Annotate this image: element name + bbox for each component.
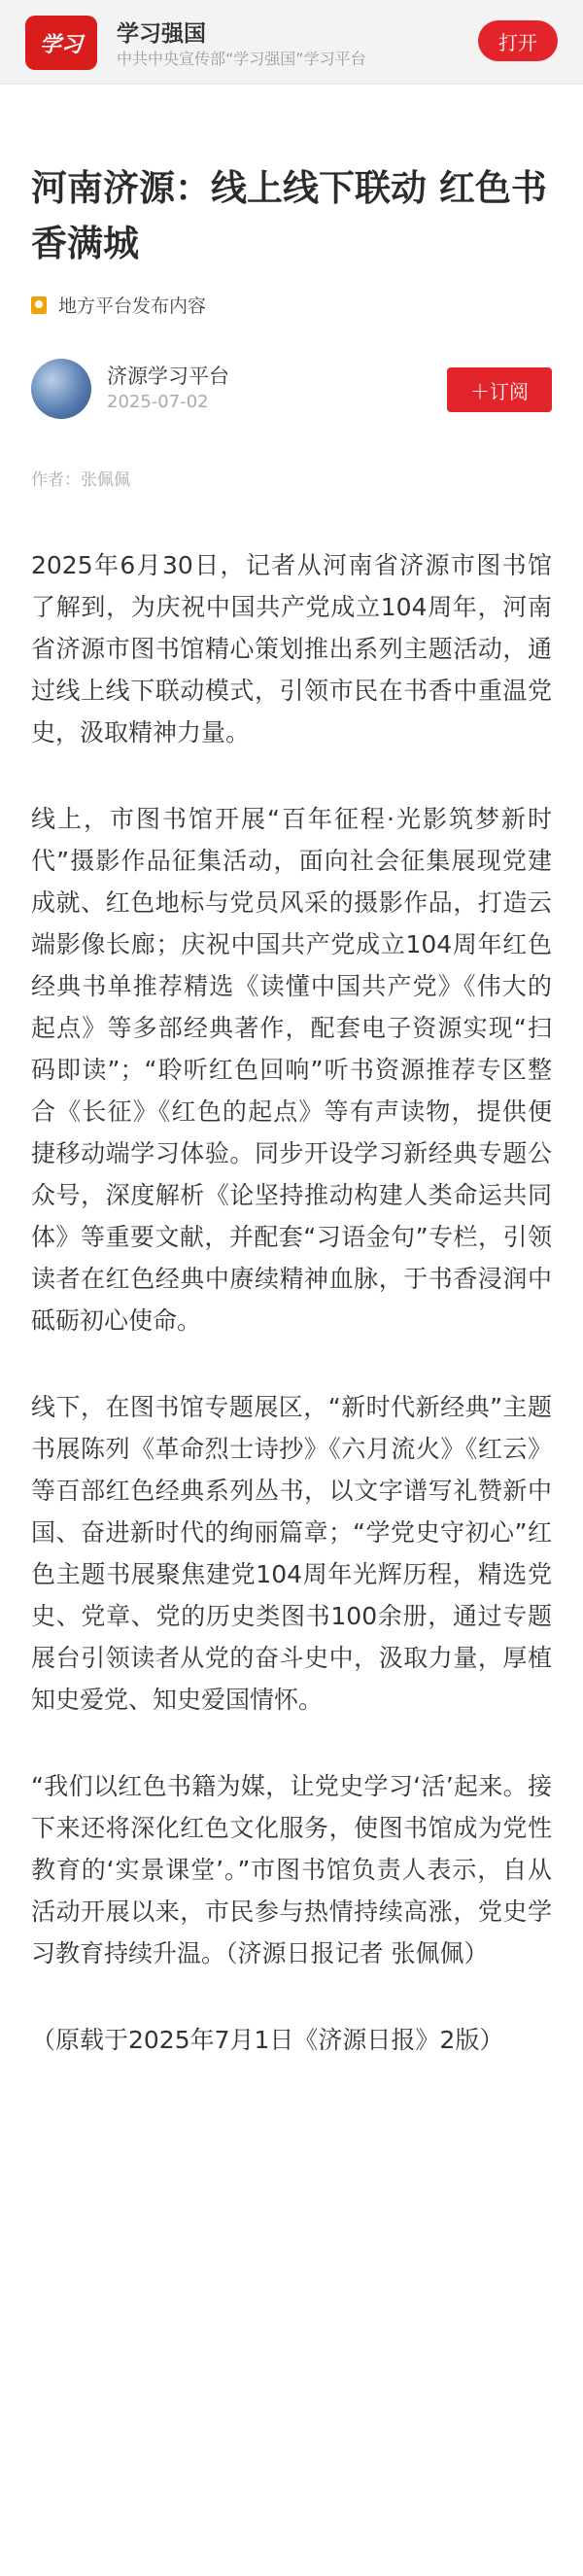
subscribe-button[interactable]: ＋订阅 [447,367,552,412]
app-subtitle: 中共中央宣传部“学习强国”学习平台 [117,50,366,68]
source-label: 地方平台发布内容 [58,296,207,317]
platform-badge-icon [31,296,47,314]
app-name: 学习强国 [117,21,206,47]
app-logo [25,16,97,70]
logo-text: 学习 [39,32,83,57]
author-line: 作者：张佩佩 [31,470,130,490]
article-paragraph: 线上，市图书馆开展“百年征程·光影筑梦新时代”摄影作品征集活动，面向社会征集展现党建成就、红色地标与党员风采的摄影作品，打造云端影像长廊；庆祝中国共产党成立104周年红色经典书单推荐精选《读懂中国共产党》《伟大的起点》等多部经典著作，配套电子资源实现“扫码即读”；“聆听红色回响”听书资源推荐专区整合《长征》《红色的起点》等有声读物，提供便捷移动端学习体验。同步开设学习新经典专题公众号，深度解析《论坚持推动构建人类命运共同体》等重要文献，并配套“习语金句”专栏，引领读者在红色经典中赓续精神血脉，于书香浸润中砥砺初心使命。 [31,805,552,1335]
article-paragraph: （原载于2025年7月1日《济源日报》2版） [31,2026,504,2054]
open-app-button[interactable]: 打开 [478,20,558,61]
publisher-name[interactable]: 济源学习平台 [107,365,229,388]
publisher-avatar[interactable] [31,359,91,419]
publish-date: 2025-07-02 [107,392,209,412]
source-row [31,292,552,318]
article-paragraph: 2025年6月30日，记者从河南省济源市图书馆了解到，为庆祝中国共产党成立104周年，河南省济源市图书馆精心策划推出系列主题活动，通过线上线下联动模式，引领市民在书香中重温党史，汲取精神力量。 [31,551,552,747]
article-paragraph: 线下，在图书馆专题展区，“新时代新经典”主题书展陈列《革命烈士诗抄》《六月流火》《红云》等百部红色经典系列丛书，以文字谱写礼赞新中国、奋进新时代的绚丽篇章；“学党史守初心”红色主题书展聚焦建党104周年光辉历程，精选党史、党章、党的历史类图书100余册，通过专题展台引领读者从党的奋斗史中，汲取力量，厚植知史爱党、知史爱国情怀。 [31,1393,552,1714]
article-paragraph: “我们以红色书籍为媒，让党史学习‘活’起来。接下来还将深化红色文化服务，使图书馆成为党性教育的‘实景课堂’。”市图书馆负责人表示，自从活动开展以来，市民参与热情持续高涨，党史学习教育持续升温。（济源日报记者 张佩佩） [31,1772,552,1967]
publisher-row [31,355,552,423]
article-title: 河南济源：线上线下联动 红色书香满城 [31,167,547,264]
app-banner [0,0,583,85]
article [0,85,583,2061]
